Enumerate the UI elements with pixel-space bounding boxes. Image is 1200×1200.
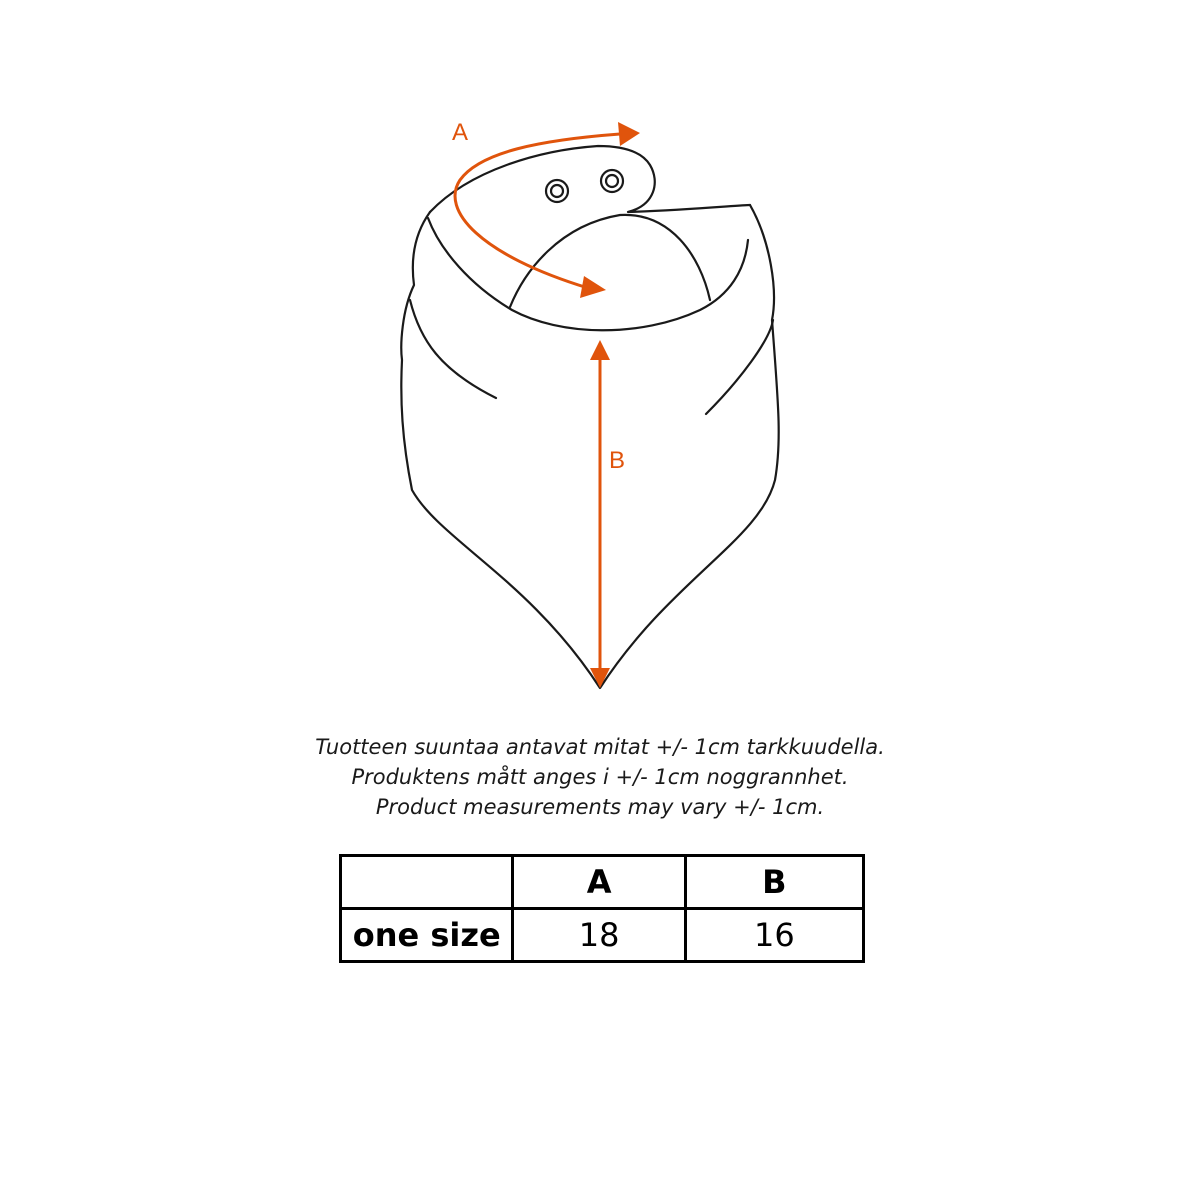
note-swedish: Produktens mått anges i +/- 1cm noggrannhet. [351,765,849,789]
snap-button-right [601,170,623,192]
measure-b-arrow-top [590,340,610,360]
note-finnish: Tuotteen suuntaa antavat mitat +/- 1cm tarkkuudella. [315,735,885,759]
size-row-value-b: 16 [685,909,863,962]
measure-b-label: B [609,447,626,474]
size-row-value-a: 18 [513,909,685,962]
note-english: Product measurements may vary +/- 1cm. [375,795,825,819]
measure-b [590,340,625,688]
measure-a-curve [455,134,620,288]
bib-right-fold [706,320,773,414]
size-table-header-a: A [513,856,685,909]
table-row [341,909,864,962]
size-row-label: one size [341,909,513,962]
measure-a-label: A [452,119,469,146]
snap-button-left-inner [551,185,563,197]
size-table-header-b: B [685,856,863,909]
size-table-header-row [341,856,864,909]
bib-collar-top [430,146,750,212]
measure-a-arrow-start [580,276,606,298]
snap-button-left [546,180,568,202]
bib-body-outline [401,205,778,688]
size-table-header-empty [341,856,513,909]
measurement-notes [0,732,1200,822]
measure-a-arrow-end [618,122,640,146]
snap-button-right-inner [606,175,618,187]
size-table [339,854,865,963]
bib-left-fold [410,300,496,398]
bib-inner-fold [510,215,710,307]
bib-outline [401,146,778,688]
